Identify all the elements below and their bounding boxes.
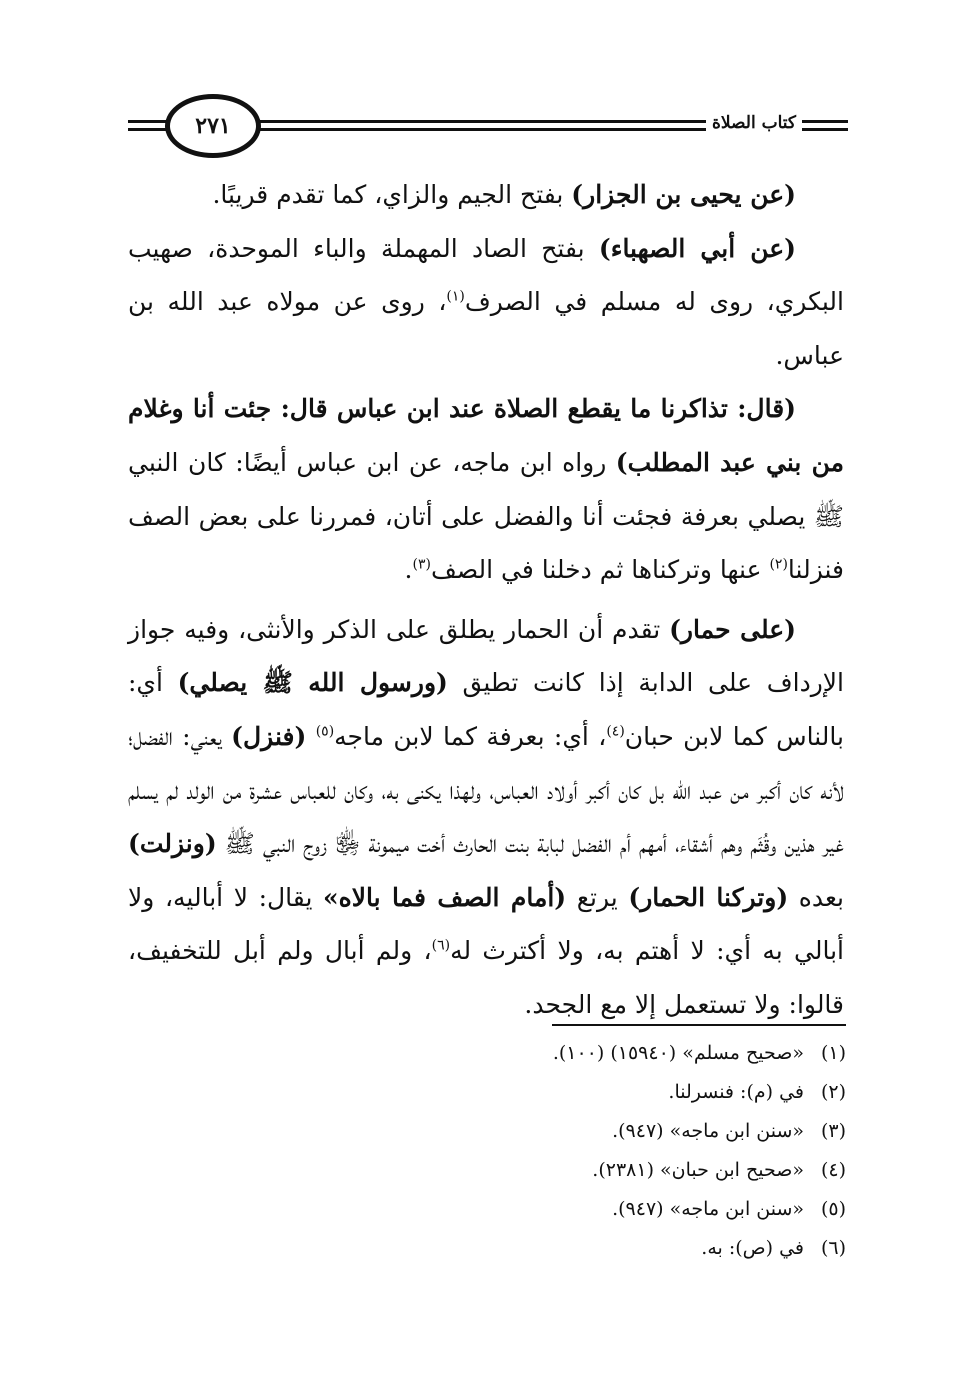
paragraph: (على حمار) تقدم أن الحمار يطلق على الذكر والأنثى، وفيه جواز الإرداف على الدابة إذا كانت تطيق (ورسول الله ﷺ يصلي) أي: بالناس كما لابن حبان$^{(٤)}$، أي: بعرفة كما لابن ماجه$^{(٥)}$ (فنزل) يعني: الفضل؛ لأنه كان أكبر من عبد الله بل كان أكبر أولاد العباس، ولهذا يكنى به، وكان للعباس عشرة من الولد لم يسلم غير هذين وقُثَم وهم أشقاء، أمهم أم الفضل لبابة بنت الحارث أخت ميمونة ﵂ زوج النبي ﷺ (ونزلت) بعده (وتركنا الحمار) يرتع (أمام الصف فما بالاه» يقال: لا أباليه، ولا أبالي به أي: لا أهتم به، ولا أكترث له$^{(٦)}$، ولم أبال ولم أبل للتخفيف، قالوا: ولا تستعمل إلا مع الجحد.	[128, 614, 845, 1019]
bold-quote: (ونزلت)	[128, 829, 217, 859]
footnote-ref[interactable]: (٥)	[315, 723, 335, 740]
footnote	[346, 1151, 846, 1190]
footnote-number: (١)	[820, 1042, 846, 1064]
footnote-number: (٢)	[820, 1081, 846, 1103]
footnote	[346, 1229, 846, 1268]
footnote-text: «صحيح ابن حبان» (٢٣٨١).	[592, 1159, 804, 1181]
paragraph: (عن يحيى بن الجزار) بفتح الجيم والزاي، كما تقدم قريبًا.	[212, 180, 796, 209]
footnote-number: (٦)	[820, 1237, 846, 1259]
footnote-text: في (ص): به.	[701, 1237, 804, 1259]
footnote-ref[interactable]: (١)	[446, 288, 465, 305]
footnote-number: (٤)	[820, 1159, 846, 1181]
bold-quote: (عن أبي الصهباء)	[598, 233, 797, 263]
footnotes	[346, 1034, 846, 1268]
footnote-text: «سنن ابن ماجه» (٩٤٧).	[612, 1198, 804, 1220]
footnote	[346, 1190, 846, 1229]
bold-quote: (وتركنا الحمار)	[628, 882, 789, 912]
paragraph: (قال: تذاكرنا ما يقطع الصلاة عند ابن عباس قال: جئت أنا وغلام من بني عبد المطلب) رواه ابن ماجه، عن ابن عباس أيضًا: كان النبي ﷺ يصلي بعرفة فجئت أنا والفضل على أتان، فمررنا على بعض الصف فنزلنا$^{(٢)}$ عنها وتركناها ثم دخلنا في الصف$^{(٣)}$.	[128, 394, 844, 585]
footnote-ref[interactable]: (٢)	[769, 556, 788, 573]
footnote	[346, 1073, 846, 1112]
footnote-ref[interactable]: (٣)	[412, 556, 431, 573]
bold-quote: (فنزل)	[231, 721, 307, 751]
bold-quote: (ورسول الله ﷺ يصلي)	[177, 668, 448, 698]
footnote-ref[interactable]: (٤)	[606, 723, 625, 740]
footnote	[346, 1034, 846, 1073]
footnote-number: (٣)	[820, 1120, 846, 1142]
footnote-text: «صحيح مسلم» (١٥٩٤٠) (١٠٠).	[552, 1042, 804, 1064]
bold-quote: (على حمار)	[669, 614, 796, 644]
page-header	[128, 92, 848, 168]
bold-quote: (عن يحيى بن الجزار)	[571, 180, 796, 209]
footnote-text: «سنن ابن ماجه» (٩٤٧).	[612, 1120, 804, 1142]
bold-quote: (أمام الصف فما بالاه»	[323, 882, 567, 912]
main-text	[128, 168, 844, 1032]
footnote	[346, 1112, 846, 1151]
paragraph: (عن أبي الصهباء) بفتح الصاد المهملة والباء الموحدة، صهيب البكري، روى له مسلم في الصرف$^{(١)}$، روى عن مولاه عبد الله بن عباس.	[128, 233, 844, 370]
footnote-number: (٥)	[820, 1198, 846, 1220]
footnote-divider	[552, 1024, 846, 1026]
page-number: ٢٧١	[165, 94, 261, 158]
footnote-text: في (م): فنسرلنا.	[668, 1081, 804, 1103]
footnote-ref[interactable]: (٦)	[431, 937, 451, 954]
book-title: كتاب الصلاة	[706, 108, 802, 138]
bold-quote: (قال: تذاكرنا ما يقطع الصلاة عند ابن عباس قال: جئت أنا وغلام من بني عبد المطلب)	[128, 394, 844, 477]
